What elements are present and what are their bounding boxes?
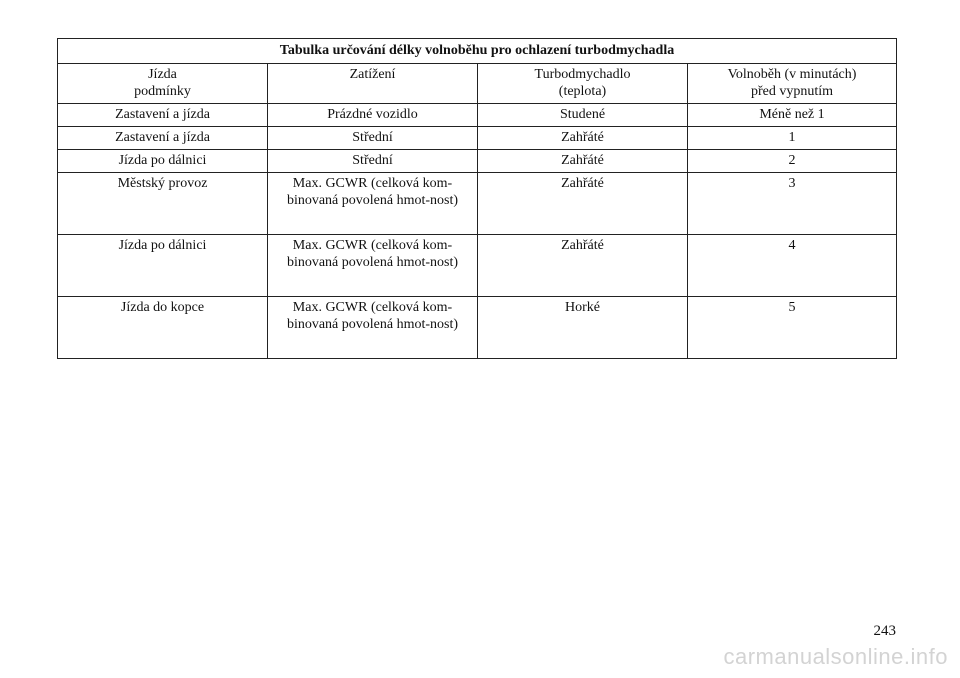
cell-idle-minutes: 5	[688, 297, 897, 359]
cell-load-text: Max. GCWR (celková kom-binovaná povolená hmot-nost)	[286, 300, 459, 332]
header-line: před vypnutím	[750, 84, 834, 99]
cell-driving-conditions: Jízda do kopce	[58, 297, 268, 359]
cell-load: Střední	[268, 150, 478, 173]
cell-driving-conditions: Zastavení a jízda	[58, 104, 268, 127]
idle-time-table	[57, 38, 897, 359]
cell-turbo-temperature: Horké	[478, 297, 688, 359]
table-row	[58, 235, 897, 297]
table-row	[58, 104, 897, 127]
header-line: Jízda	[148, 67, 177, 82]
table-row	[58, 150, 897, 173]
header-line: Turbodmychadlo	[534, 67, 631, 82]
header-line: Zatížení	[349, 67, 396, 82]
table-title: Tabulka určování délky volnoběhu pro ochlazení turbodmychadla	[58, 39, 897, 64]
cell-driving-conditions: Městský provoz	[58, 173, 268, 235]
cell-load	[268, 297, 478, 359]
page-number: 243	[873, 623, 896, 639]
cell-load: Střední	[268, 127, 478, 150]
cell-driving-conditions: Jízda po dálnici	[58, 150, 268, 173]
cell-load	[268, 173, 478, 235]
cell-turbo-temperature: Zahřáté	[478, 127, 688, 150]
cell-turbo-temperature: Zahřáté	[478, 173, 688, 235]
cell-idle-minutes: Méně než 1	[688, 104, 897, 127]
header-line: podmínky	[134, 84, 191, 99]
cell-idle-minutes: 4	[688, 235, 897, 297]
column-header-turbo-temperature	[478, 64, 688, 104]
cell-load-text: Max. GCWR (celková kom-binovaná povolená hmot-nost)	[286, 176, 459, 208]
column-header-driving-conditions	[58, 64, 268, 104]
watermark: carmanualsonline.info	[723, 644, 948, 669]
cell-turbo-temperature: Zahřáté	[478, 235, 688, 297]
column-header-load	[268, 64, 478, 104]
header-line: (teplota)	[558, 84, 607, 99]
table-row	[58, 297, 897, 359]
cell-idle-minutes: 1	[688, 127, 897, 150]
cell-turbo-temperature: Studené	[478, 104, 688, 127]
cell-load: Prázdné vozidlo	[268, 104, 478, 127]
table-row	[58, 173, 897, 235]
cell-load	[268, 235, 478, 297]
cell-load-text: Max. GCWR (celková kom-binovaná povolená hmot-nost)	[286, 238, 459, 270]
cell-driving-conditions: Zastavení a jízda	[58, 127, 268, 150]
table-row	[58, 127, 897, 150]
header-line: Volnoběh (v minutách)	[727, 67, 857, 82]
cell-driving-conditions: Jízda po dálnici	[58, 235, 268, 297]
cell-idle-minutes: 3	[688, 173, 897, 235]
column-header-idle-minutes	[688, 64, 897, 104]
table-header-row	[58, 64, 897, 104]
cell-idle-minutes: 2	[688, 150, 897, 173]
cell-turbo-temperature: Zahřáté	[478, 150, 688, 173]
